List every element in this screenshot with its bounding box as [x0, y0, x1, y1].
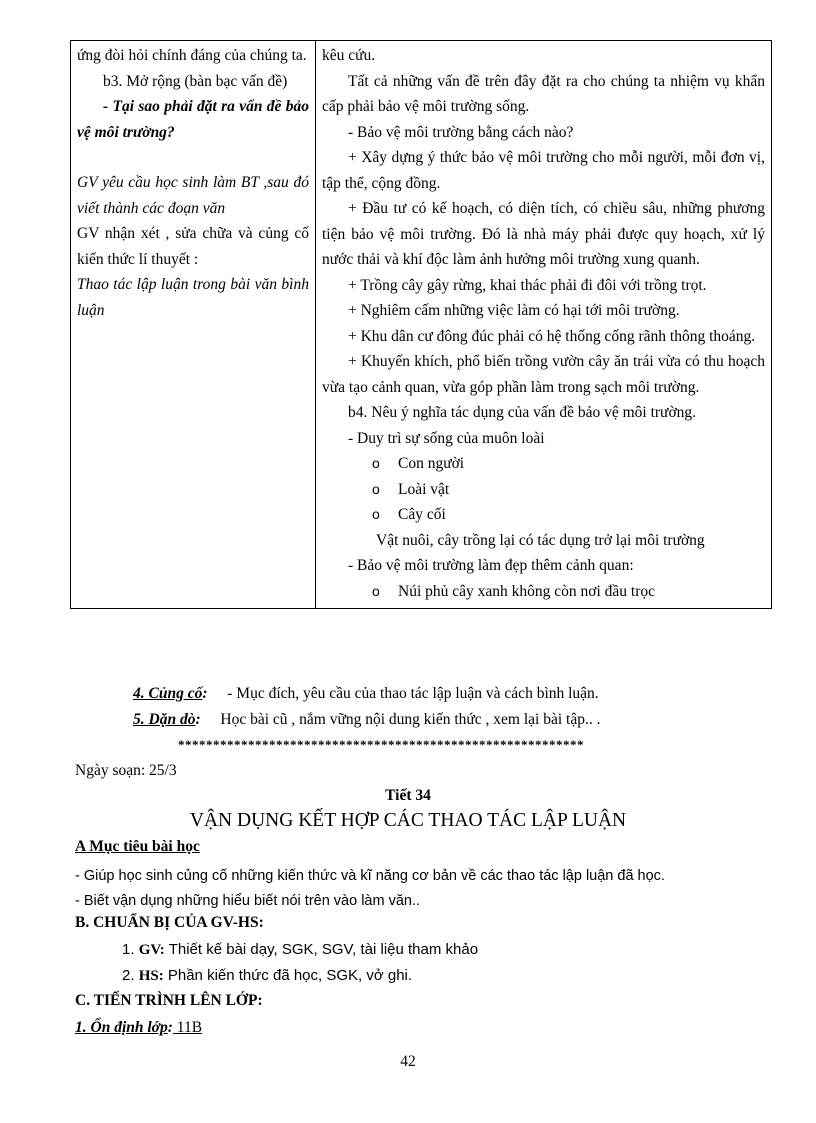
lesson-title: VẬN DỤNG KẾT HỢP CÁC THAO TÁC LẬP LUẬN: [189, 810, 627, 831]
section-b-heading: B. CHUẨN BỊ CỦA GV-HS:: [75, 914, 264, 931]
left-line-1: ứng đòi hỏi chính đáng của chúng ta.: [77, 47, 307, 64]
cung-co-text: - Mục đích, yêu cầu của thao tác lập luận và cách bình luận.: [227, 685, 599, 702]
right-para-7: + Nghiêm cấm những việc làm có hại tới môi trường.: [348, 302, 680, 319]
left-topic: Thao tác lập luận trong bài văn bình luận: [77, 276, 309, 319]
left-feedback: GV nhận xét , sửa chữa và củng cố kiến thức lí thuyết :: [77, 225, 309, 268]
dan-do-text: Học bài cũ , nắm vững nội dung kiến thức , xem lại bài tập.. .: [220, 711, 601, 728]
right-para-12: Vật nuôi, cây trồng lại có tác dụng trở lại môi trường: [376, 531, 705, 549]
right-para-5: + Đầu tư có kế hoạch, có diện tích, có chiều sâu, những phương tiện bảo vệ môi trường. Đó là nhà máy phải được quy hoạch, xử lý nước thải và khí độc làm ảnh hưởng môi trường xung quanh.: [322, 200, 765, 268]
bullet-icon: o: [372, 455, 380, 471]
bullet-icon: o: [372, 582, 380, 599]
cung-co-label: 4. Củng cố: [133, 685, 203, 702]
section-a-heading: A Mục tiêu bài học: [75, 838, 200, 855]
left-instruction: GV yêu cầu học sinh làm BT ,sau đó viết thành các đoạn văn: [77, 174, 309, 217]
bullet-item-1: o Con người: [322, 451, 765, 477]
bullet-item-3: o Cây cối: [322, 502, 765, 528]
right-para-6: + Trồng cây gây rừng, khai thác phải đi đôi với trồng trọt.: [348, 276, 707, 294]
teacher-activity-column: [71, 41, 316, 609]
page-number: 42: [400, 1053, 416, 1070]
lesson-table: [70, 40, 772, 609]
right-para-13: - Bảo vệ môi trường làm đẹp thêm cảnh quan:: [348, 557, 634, 574]
right-line-1: kêu cứu.: [322, 47, 376, 64]
left-spacer: [77, 145, 309, 170]
bullet-item-4: o Núi phủ cây xanh không còn nơi đầu trọc: [322, 579, 765, 605]
left-question: - Tại sao phải đặt ra vấn đề bảo vệ môi trường?: [77, 98, 309, 141]
objective-1: - Giúp học sinh củng cố những kiến thức và kĩ năng cơ bản về các thao tác lập luận đã học.: [75, 868, 665, 884]
bullet-icon: o: [372, 480, 380, 497]
bullet-icon: o: [372, 506, 380, 522]
prep-hs: 2. HS: Phần kiến thức đã học, SGK, vở ghi.: [122, 967, 413, 984]
section-c-heading: C. TIẾN TRÌNH LÊN LỚP:: [75, 992, 263, 1009]
right-para-9: + Khuyến khích, phổ biến trồng vườn cây ăn trái vừa có thu hoạch vừa tạo cảnh quan, vừa góp phần làm trong sạch môi trường.: [322, 353, 765, 396]
right-para-10: b4. Nêu ý nghĩa tác dụng của vấn đề bảo vệ môi trường.: [348, 404, 697, 421]
cung-co-line: 4. Củng cố: - Mục đích, yêu cầu của thao tác lập luận và cách bình luận.: [133, 685, 599, 702]
on-dinh-lop: 1. Ổn định lớp: 11B: [75, 1019, 203, 1036]
content-column: [316, 41, 772, 609]
separator-stars: **********************************************************: [178, 737, 584, 752]
right-para-2: Tất cả những vấn đề trên đây đặt ra cho chúng ta nhiệm vụ khẩn cấp phải bảo vệ môi trường sống.: [322, 72, 765, 115]
ngay-soan: Ngày soạn: 25/3: [75, 762, 177, 779]
lesson-number: Tiết 34: [385, 787, 431, 804]
dan-do-label: 5. Dặn dò: [133, 711, 196, 728]
objective-2: - Biết vận dụng những hiểu biết nói trên vào làm văn..: [75, 893, 421, 909]
right-para-11: - Duy trì sự sống của muôn loài: [348, 429, 545, 447]
prep-gv: 1. GV: Thiết kế bài dạy, SGK, SGV, tài liệu tham khảo: [122, 941, 479, 958]
left-line-2: b3. Mở rộng (bàn bạc vấn đề): [103, 72, 288, 90]
right-para-4: + Xây dựng ý thức bảo vệ môi trường cho mỗi người, mỗi đơn vị, tập thể, cộng đồng.: [322, 149, 765, 192]
right-para-3: - Bảo vệ môi trường bằng cách nào?: [348, 123, 574, 141]
on-dinh-lop-label: 1. Ổn định lớp: [75, 1019, 168, 1036]
right-para-8: + Khu dân cư đông đúc phải có hệ thống cống rãnh thông thoáng.: [348, 327, 756, 345]
dan-do-line: 5. Dặn dò: Học bài cũ , nắm vững nội dung kiến thức , xem lại bài tập.. .: [133, 711, 601, 728]
bullet-item-2: o Loài vật: [322, 477, 765, 503]
